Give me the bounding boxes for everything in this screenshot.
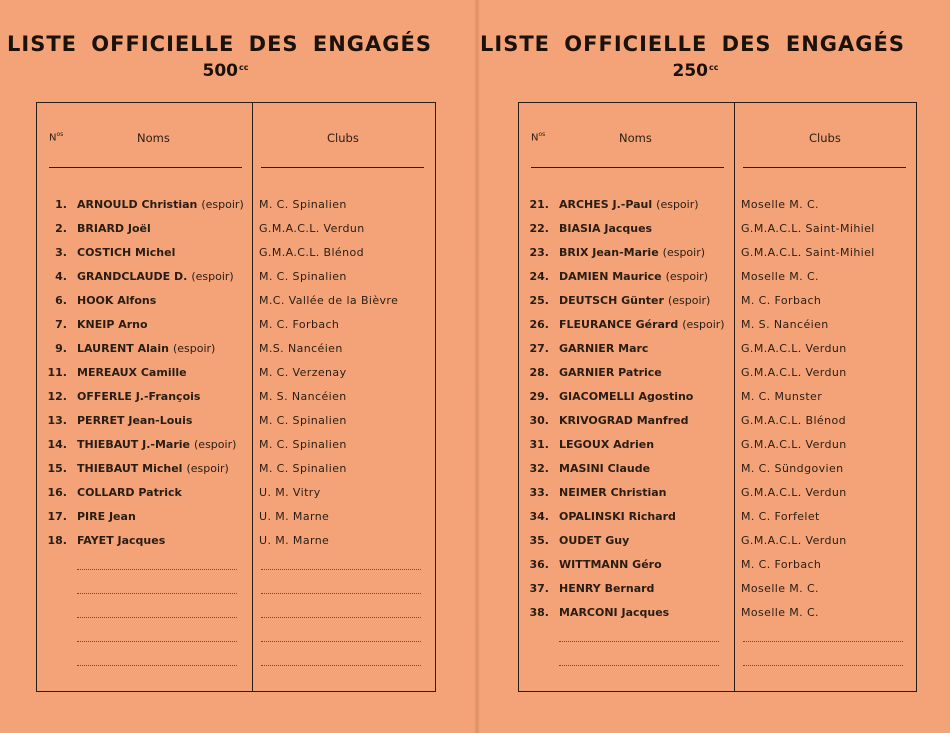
entry-rider [77,438,236,451]
entry-number: 37. [529,582,549,595]
entry-club: G.M.A.C.L. Verdun [741,486,847,499]
entry-rider [559,318,725,331]
blank-club-line [743,665,903,666]
blank-club-line [261,665,421,666]
rider-name: LAURENT Alain [77,342,169,355]
entry-rider [559,606,673,619]
entry-number: 23. [529,246,549,259]
entry-rider [77,198,244,211]
entry-rider [559,342,652,355]
rider-name: OUDET Guy [559,534,630,547]
rider-name: OPALINSKI Richard [559,510,676,523]
entry-number: 16. [47,486,67,499]
rider-name: MASINI Claude [559,462,651,475]
rider-note: (espoir) [662,246,706,259]
entry-row [37,387,435,411]
entry-club: M. C. Spinalien [259,438,347,451]
blank-name-line [77,593,237,594]
entry-row [519,483,916,507]
blank-entry-line [519,627,916,651]
rider-note: (espoir) [172,342,216,355]
rider-name: GIACOMELLI Agostino [559,390,694,403]
entry-club: M.C. Vallée de la Bièvre [259,294,399,307]
entry-row [37,411,435,435]
entry-club: M. C. Sündgovien [741,462,844,475]
entry-row [37,291,435,315]
entry-number: 1. [55,198,67,211]
left-class-label [0,61,463,81]
entry-rider [77,342,215,355]
entry-club: M. S. Nancéien [259,390,347,403]
entry-rider [77,534,169,547]
blank-entry-line [37,603,435,627]
header-clubs: Clubs [327,131,359,145]
entry-rider [559,462,654,475]
entry-row [519,459,916,483]
entry-number: 18. [47,534,67,547]
entry-row [37,363,435,387]
entry-club: M. C. Verzenay [259,366,347,379]
rider-name: BIASIA Jacques [559,222,653,235]
entry-rider [559,198,699,211]
entry-club: Moselle M. C. [741,270,819,283]
header-rule-clubs [743,167,906,168]
entry-row [519,411,916,435]
rider-name: THIEBAUT J.-Marie [77,438,191,451]
rider-name: GARNIER Marc [559,342,649,355]
entry-number: 29. [529,390,549,403]
entry-rider [559,486,671,499]
entry-number: 13. [47,414,67,427]
entry-club: G.M.A.C.L. Saint-Mihiel [741,222,875,235]
entry-number: 34. [529,510,549,523]
entry-row [519,507,916,531]
entry-rider [559,390,697,403]
rider-name: COSTICH Michel [77,246,176,259]
entry-number: 22. [529,222,549,235]
entry-rider [559,294,710,307]
header-rule-clubs [261,167,424,168]
rider-name: PIRE Jean [77,510,136,523]
rider-name: KRIVOGRAD Manfred [559,414,689,427]
entry-club: Moselle M. C. [741,606,819,619]
entry-row [519,579,916,603]
entry-rider [77,318,152,331]
entry-row [37,507,435,531]
rider-name: HOOK Alfons [77,294,157,307]
blank-name-line [77,665,237,666]
rider-name: FLEURANCE Gérard [559,318,679,331]
entry-number: 31. [529,438,549,451]
entry-club: Moselle M. C. [741,582,819,595]
rider-name: DAMIEN Maurice [559,270,662,283]
entry-rider [77,366,191,379]
entry-row [519,435,916,459]
rider-note: (espoir) [656,198,699,211]
entry-row [37,219,435,243]
rider-name: HENRY Bernard [559,582,655,595]
rider-name: LEGOUX Adrien [559,438,655,451]
rider-name: ARCHES J.-Paul [559,198,653,211]
entry-number: 17. [47,510,67,523]
entry-club: U. M. Marne [259,510,330,523]
blank-entry-line [519,651,916,675]
entry-rider [77,294,160,307]
blank-club-line [261,617,421,618]
entry-number: 15. [47,462,67,475]
entry-row [519,555,916,579]
rider-name: COLLARD Patrick [77,486,182,499]
right-class-number: 250 [672,61,708,81]
entry-rider [559,414,692,427]
entry-rider [559,558,666,571]
entry-rider [559,246,705,259]
entry-number: 35. [529,534,549,547]
entry-row [519,387,916,411]
rider-name: DEUTSCH Günter [559,294,664,307]
entry-number: 27. [529,342,549,355]
entry-number: 36. [529,558,549,571]
entry-club: G.M.A.C.L. Saint-Mihiel [741,246,875,259]
rider-name: OFFERLE J.-François [77,390,201,403]
entry-number: 3. [55,246,67,259]
entry-number: 30. [529,414,549,427]
blank-name-line [559,641,719,642]
rider-name: MEREAUX Camille [77,366,187,379]
entry-club: M. C. Forfelet [741,510,820,523]
header-number: $N^{os}$ [49,131,64,144]
entry-club: G.M.A.C.L. Verdun [741,366,847,379]
right-entry-rows [519,195,916,675]
entry-rider [559,510,680,523]
entry-number: 7. [55,318,67,331]
entry-club: M. C. Spinalien [259,198,347,211]
entry-number: 33. [529,486,549,499]
rider-name: PERRET Jean-Louis [77,414,193,427]
entry-number: 6. [55,294,67,307]
entry-number: 38. [529,606,549,619]
entry-number: 2. [55,222,67,235]
entry-club: Moselle M. C. [741,198,819,211]
entry-number: 11. [47,366,67,379]
rider-name: MARCONI Jacques [559,606,670,619]
rider-name: GRANDCLAUDE D. [77,270,188,283]
blank-club-line [261,641,421,642]
rider-name: BRIX Jean-Marie [559,246,659,259]
left-class-number: 500 [202,61,238,81]
entry-rider [559,222,656,235]
blank-entry-line [37,627,435,651]
entry-row [519,363,916,387]
header-number: $N^{os}$ [531,131,546,144]
entry-club: M. C. Forbach [741,294,822,307]
entry-row [519,603,916,627]
entry-club: M. C. Forbach [259,318,340,331]
entry-number: 14. [47,438,67,451]
entry-row [519,339,916,363]
entry-club: G.M.A.C.L. Verdun [741,342,847,355]
right-panel-250cc [480,0,950,733]
entry-rider [77,462,229,475]
entry-rider [559,366,666,379]
entry-row [37,315,435,339]
entry-rider [77,222,155,235]
blank-entry-line [37,555,435,579]
entry-row [37,531,435,555]
rider-name: GARNIER Patrice [559,366,662,379]
entry-number: 24. [529,270,549,283]
blank-name-line [77,617,237,618]
rider-note: (espoir) [191,270,234,283]
entry-rider [559,438,658,451]
header-names: Noms [137,131,170,145]
blank-club-line [743,641,903,642]
entry-rider [559,582,658,595]
entry-club: G.M.A.C.L. Verdun [741,438,847,451]
left-class-unit: cc [239,63,249,72]
header-names: Noms [619,131,652,145]
entry-row [519,267,916,291]
blank-name-line [77,641,237,642]
entry-club: M. C. Spinalien [259,462,347,475]
rider-note: (espoir) [194,438,237,451]
rider-note: (espoir) [186,462,229,475]
entry-row [37,195,435,219]
right-class-label [458,61,933,81]
blank-entry-line [37,579,435,603]
rider-note: (espoir) [201,198,244,211]
right-title: LISTE OFFICIELLE DES ENGAGÉS [480,32,905,56]
rider-name: FAYET Jacques [77,534,166,547]
entry-number: 4. [55,270,67,283]
rider-name: WITTMANN Géro [559,558,662,571]
entry-club: G.M.A.C.L. Verdun [259,222,365,235]
left-entry-rows [37,195,435,675]
entry-club: M. S. Nancéien [741,318,829,331]
rider-note: (espoir) [665,270,708,283]
entry-rider [77,390,204,403]
rider-name: ARNOULD Christian [77,198,198,211]
entry-row [37,483,435,507]
entry-club: U. M. Marne [259,534,330,547]
entry-rider [77,510,140,523]
entry-number: 28. [529,366,549,379]
entry-rider [77,246,179,259]
entry-row [37,267,435,291]
entry-number: 32. [529,462,549,475]
left-entry-table [36,102,436,692]
entry-club: U. M. Vitry [259,486,321,499]
entry-row [519,219,916,243]
entry-number: 21. [529,198,549,211]
rider-name: THIEBAUT Michel [77,462,183,475]
right-entry-table [518,102,917,692]
blank-name-line [77,569,237,570]
entry-row [519,291,916,315]
rider-name: BRIARD Joël [77,222,151,235]
entry-row [519,243,916,267]
entry-row [37,339,435,363]
entry-club: M. C. Forbach [741,558,822,571]
entry-rider [77,414,196,427]
header-rule-names [49,167,242,168]
entry-row [519,195,916,219]
rider-note: (espoir) [682,318,725,331]
rider-note: (espoir) [667,294,711,307]
left-title: LISTE OFFICIELLE DES ENGAGÉS [7,32,432,56]
entry-club: G.M.A.C.L. Blénod [259,246,364,259]
entry-number: 25. [529,294,549,307]
entry-club: G.M.A.C.L. Verdun [741,534,847,547]
blank-club-line [261,593,421,594]
entry-rider [77,270,234,283]
rider-name: NEIMER Christian [559,486,667,499]
right-class-unit: cc [709,63,719,72]
entry-rider [559,534,633,547]
entry-row [37,435,435,459]
header-clubs: Clubs [809,131,841,145]
entry-rider [559,270,708,283]
blank-club-line [261,569,421,570]
entry-row [519,531,916,555]
blank-name-line [559,665,719,666]
rider-name: KNEIP Arno [77,318,148,331]
blank-entry-line [37,651,435,675]
entry-club: M. C. Spinalien [259,270,347,283]
entry-number: 9. [55,342,67,355]
entry-number: 12. [47,390,67,403]
entry-rider [77,486,186,499]
entry-number: 26. [529,318,549,331]
entry-club: G.M.A.C.L. Blénod [741,414,846,427]
entry-club: M.S. Nancéien [259,342,343,355]
entry-club: M. C. Munster [741,390,823,403]
header-rule-names [531,167,724,168]
entry-row [37,459,435,483]
entry-club: M. C. Spinalien [259,414,347,427]
entry-row [37,243,435,267]
entry-row [519,315,916,339]
